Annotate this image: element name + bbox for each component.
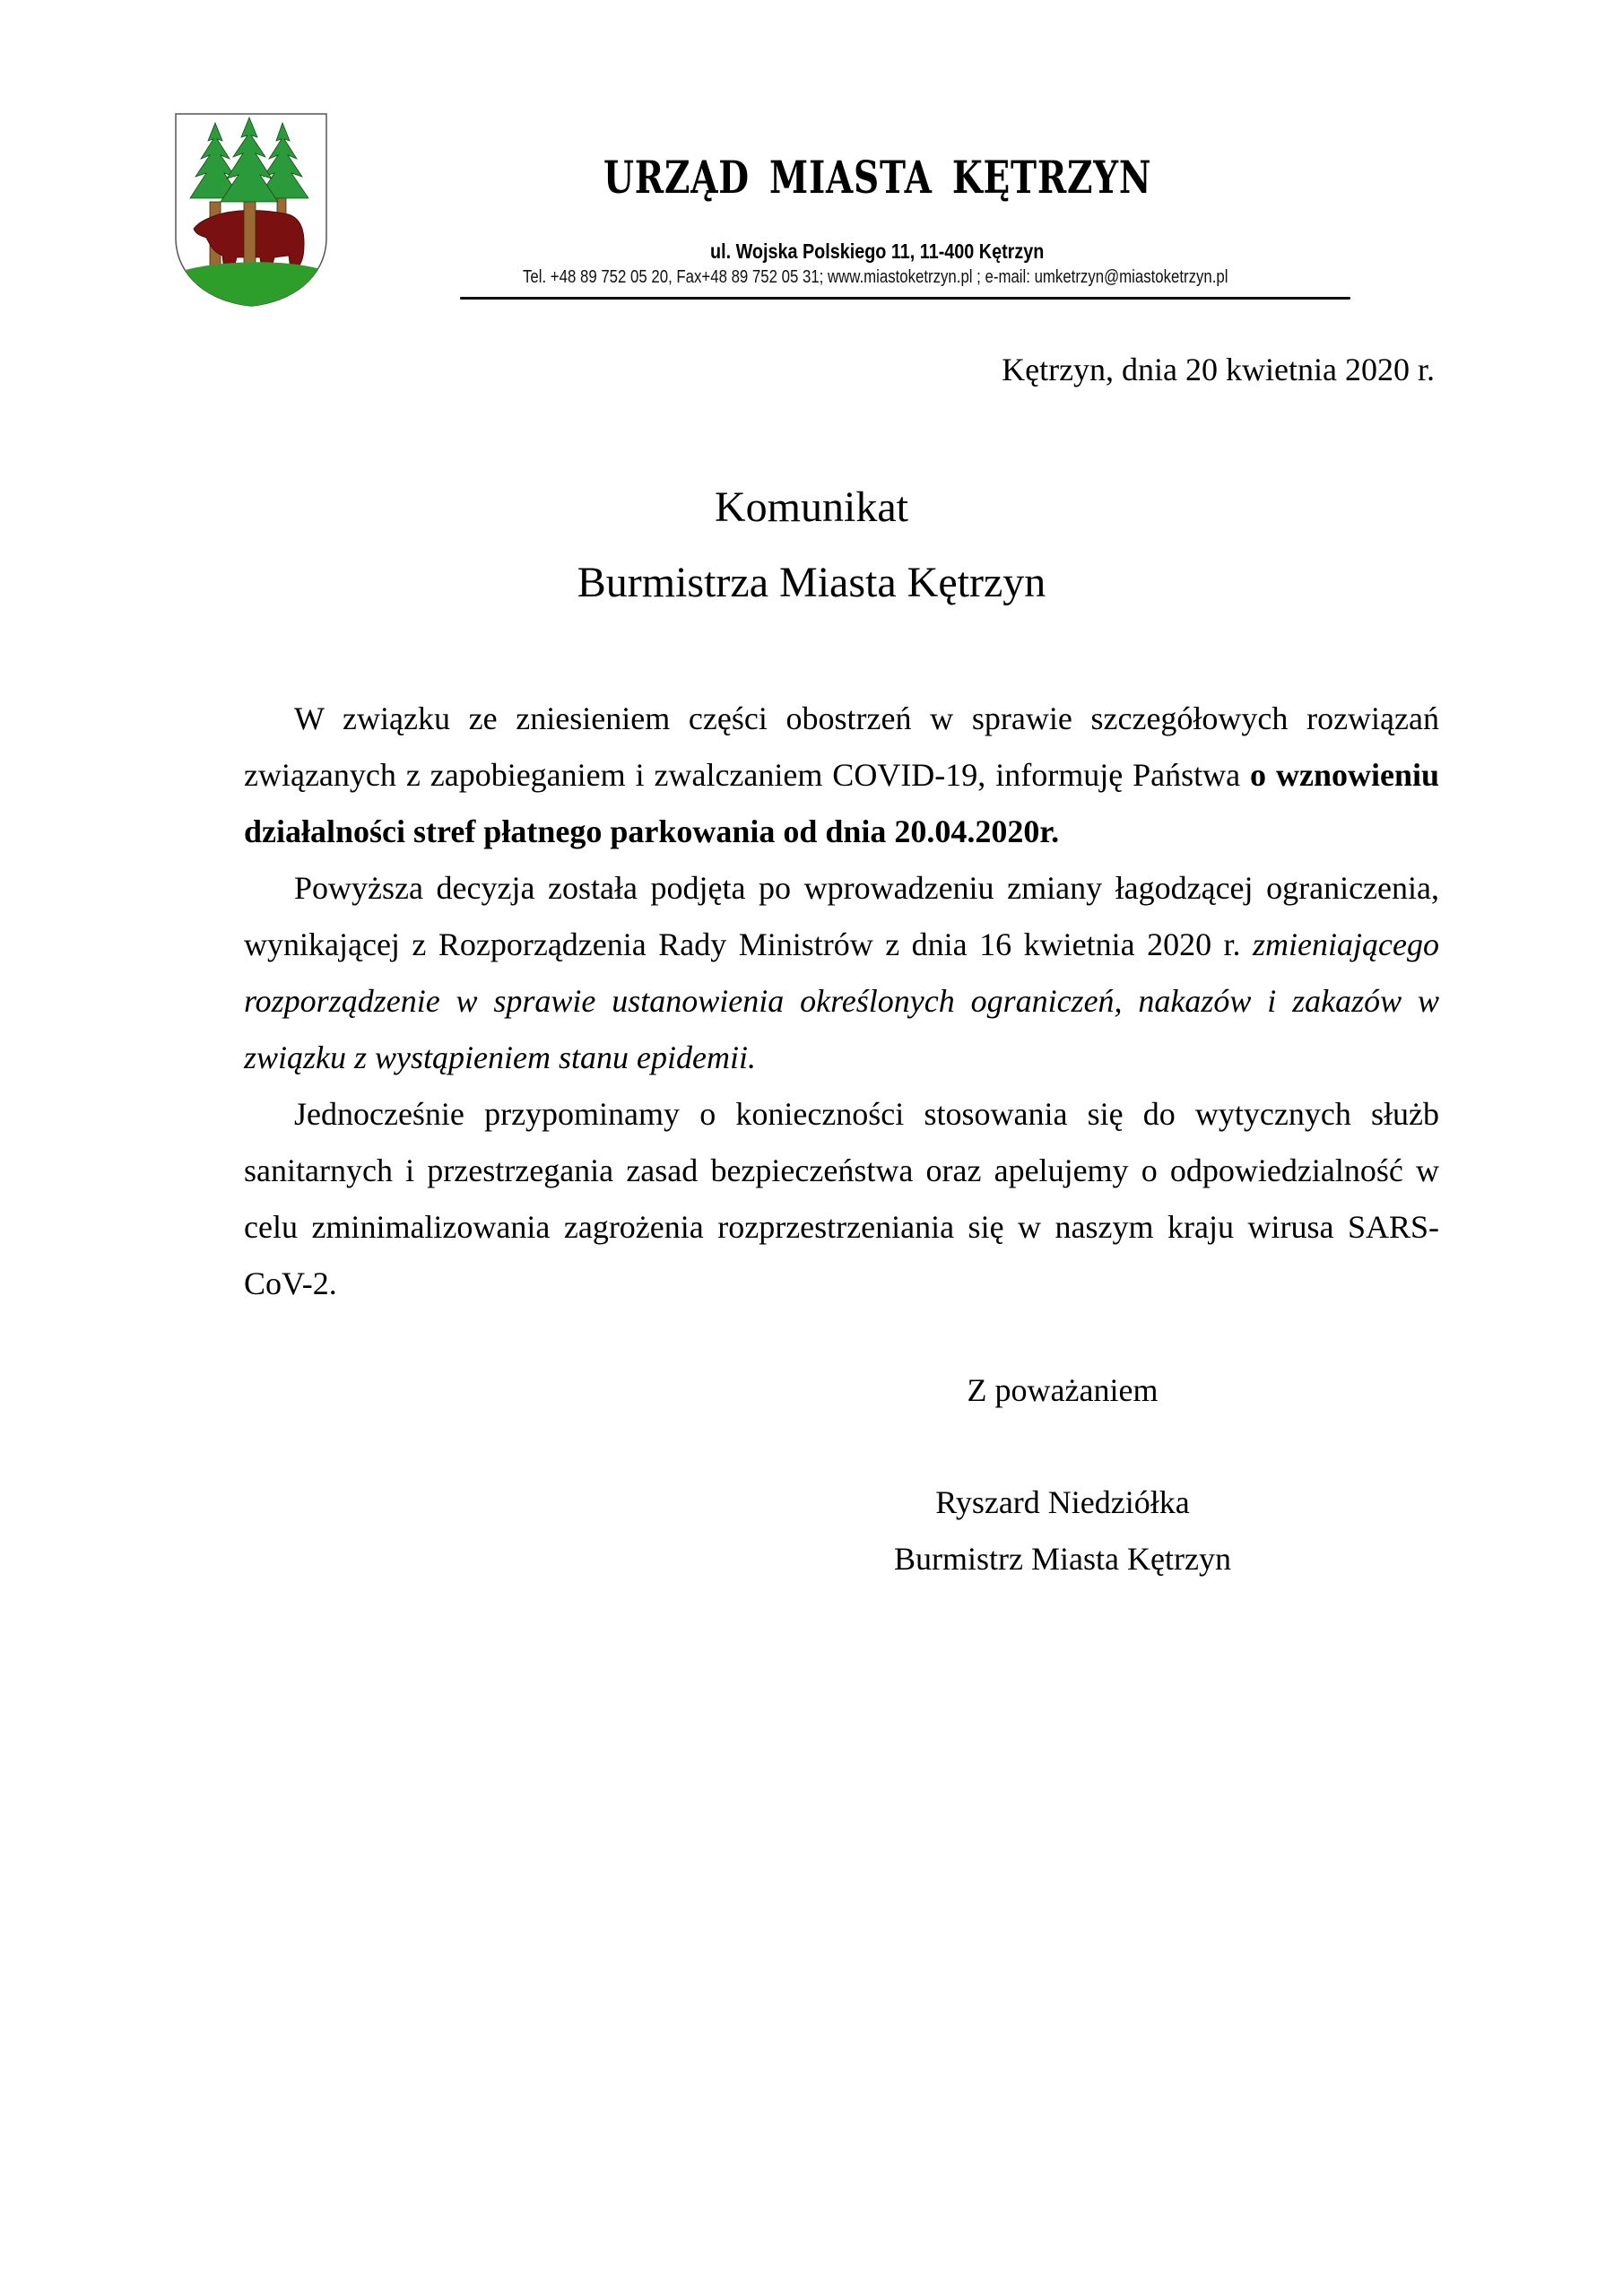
document-subtitle: Burmistrza Miasta Kętrzyn — [577, 559, 1046, 606]
signature-role: Burmistrz Miasta Kętrzyn — [894, 1541, 1231, 1577]
emphasis-italic: zmieniającego rozporządzenie w sprawie ustanowienia określonych ograniczeń, nakazów i zakazów w związku z wystąpieniem stanu epidemii. — [244, 926, 1439, 1075]
signature-closing: Z poważaniem — [967, 1372, 1159, 1408]
letterhead-divider — [460, 297, 1350, 300]
document-title: Komunikat — [715, 483, 908, 531]
paragraph-2: Powyższa decyzja została podjęta po wprowadzeniu zmiany łagodzącej ograniczenia, wynikającej z Rozporządzenia Rady Ministrów z dnia 16 kwietnia 2020 r. zmieniającego rozporządzenie w sprawie ustanowienia określonych ograniczeń, nakazów i zakazów w związku z wystąpieniem stanu epidemii. — [244, 870, 1439, 1075]
paragraph-1: W związku ze zniesieniem części obostrzeń w sprawie szczegółowych rozwiązań związanych z zapobieganiem i zwalczaniem COVID-19, informuję Państwa o wznowieniu działalności stref płatnego parkowania od dnia 20.04.2020r. — [244, 700, 1440, 849]
document-body — [244, 691, 1439, 1312]
signature-name: Ryszard Niedziółka — [935, 1484, 1190, 1520]
office-contact: Tel. +48 89 752 05 20, Fax+48 89 752 05 31; www.miastoketrzyn.pl ; e-mail: umketrzyn@miastoketrzyn.pl — [523, 267, 1228, 287]
paragraph-3: Jednocześnie przypominamy o konieczności stosowania się do wytycznych służb sanitarnych i przestrzegania zasad bezpieczeństwa oraz apelujemy o odpowiedzialność w celu zminimalizowania zagrożenia rozprzestrzeniania się w naszym kraju wirusa SARS-CoV-2. — [244, 1096, 1439, 1301]
coat-of-arms-icon — [174, 112, 328, 308]
office-name: URZĄD MIASTA KĘTRZYN — [603, 151, 1152, 204]
date-line: Kętrzyn, dnia 20 kwietnia 2020 r. — [1002, 352, 1435, 387]
office-address: ul. Wojska Polskiego 11, 11-400 Kętrzyn — [710, 239, 1045, 263]
emphasis-bold: o wznowieniu działalności stref płatnego parkowania od dnia 20.04.2020r. — [244, 757, 1440, 849]
